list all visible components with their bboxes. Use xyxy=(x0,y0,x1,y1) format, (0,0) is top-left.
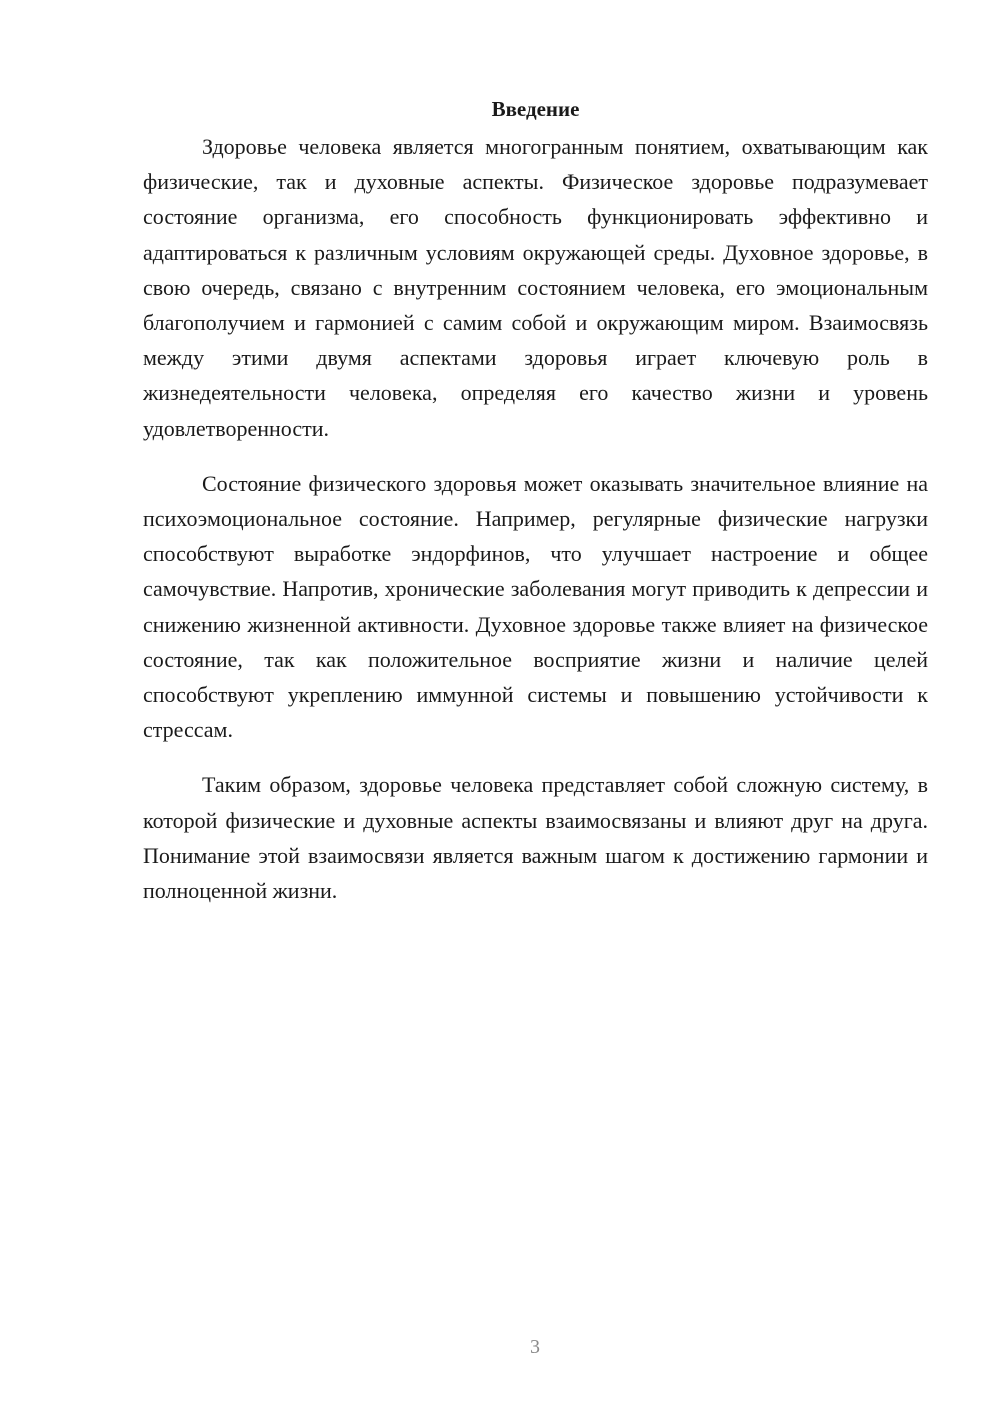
paragraph-3: Таким образом, здоровье человека представляет собой сложную систему, в которой физические и духовные аспекты взаимосвязаны и влияют друг на друга. Понимание этой взаимосвязи является важным шагом к достижению гармонии и полноценной жизни. xyxy=(143,772,928,904)
page-number: 3 xyxy=(530,1336,540,1358)
paragraph-1: Здоровье человека является многогранным понятием, охватывающим как физические, так и духовные аспекты. Физическое здоровье подразумевает состояние организма, его способность функционировать эффективно и адаптироваться к различным условиям окружающей среды. Духовное здоровье, в свою очередь, связано с внутренним состоянием человека, его эмоциональным благополучием и гармонией с самим собой и окружающим миром. Взаимосвязь между этими двумя аспектами здоровья играет ключевую роль в жизнедеятельности человека, определяя его качество жизни и уровень удовлетворенности. xyxy=(143,134,928,441)
page-content xyxy=(143,94,928,928)
section-heading: Введение xyxy=(491,97,580,121)
paragraph-2: Состояние физического здоровья может оказывать значительное влияние на психоэмоциональное состояние. Например, регулярные физические нагрузки способствуют выработке эндорфинов, что улучшает настроение и общее самочувствие. Напротив, хронические заболевания могут приводить к депрессии и снижению жизненной активности. Духовное здоровье также влияет на физическое состояние, так как положительное восприятие жизни и наличие целей способствуют укреплению иммунной системы и повышению устойчивости к стрессам. xyxy=(143,470,928,743)
